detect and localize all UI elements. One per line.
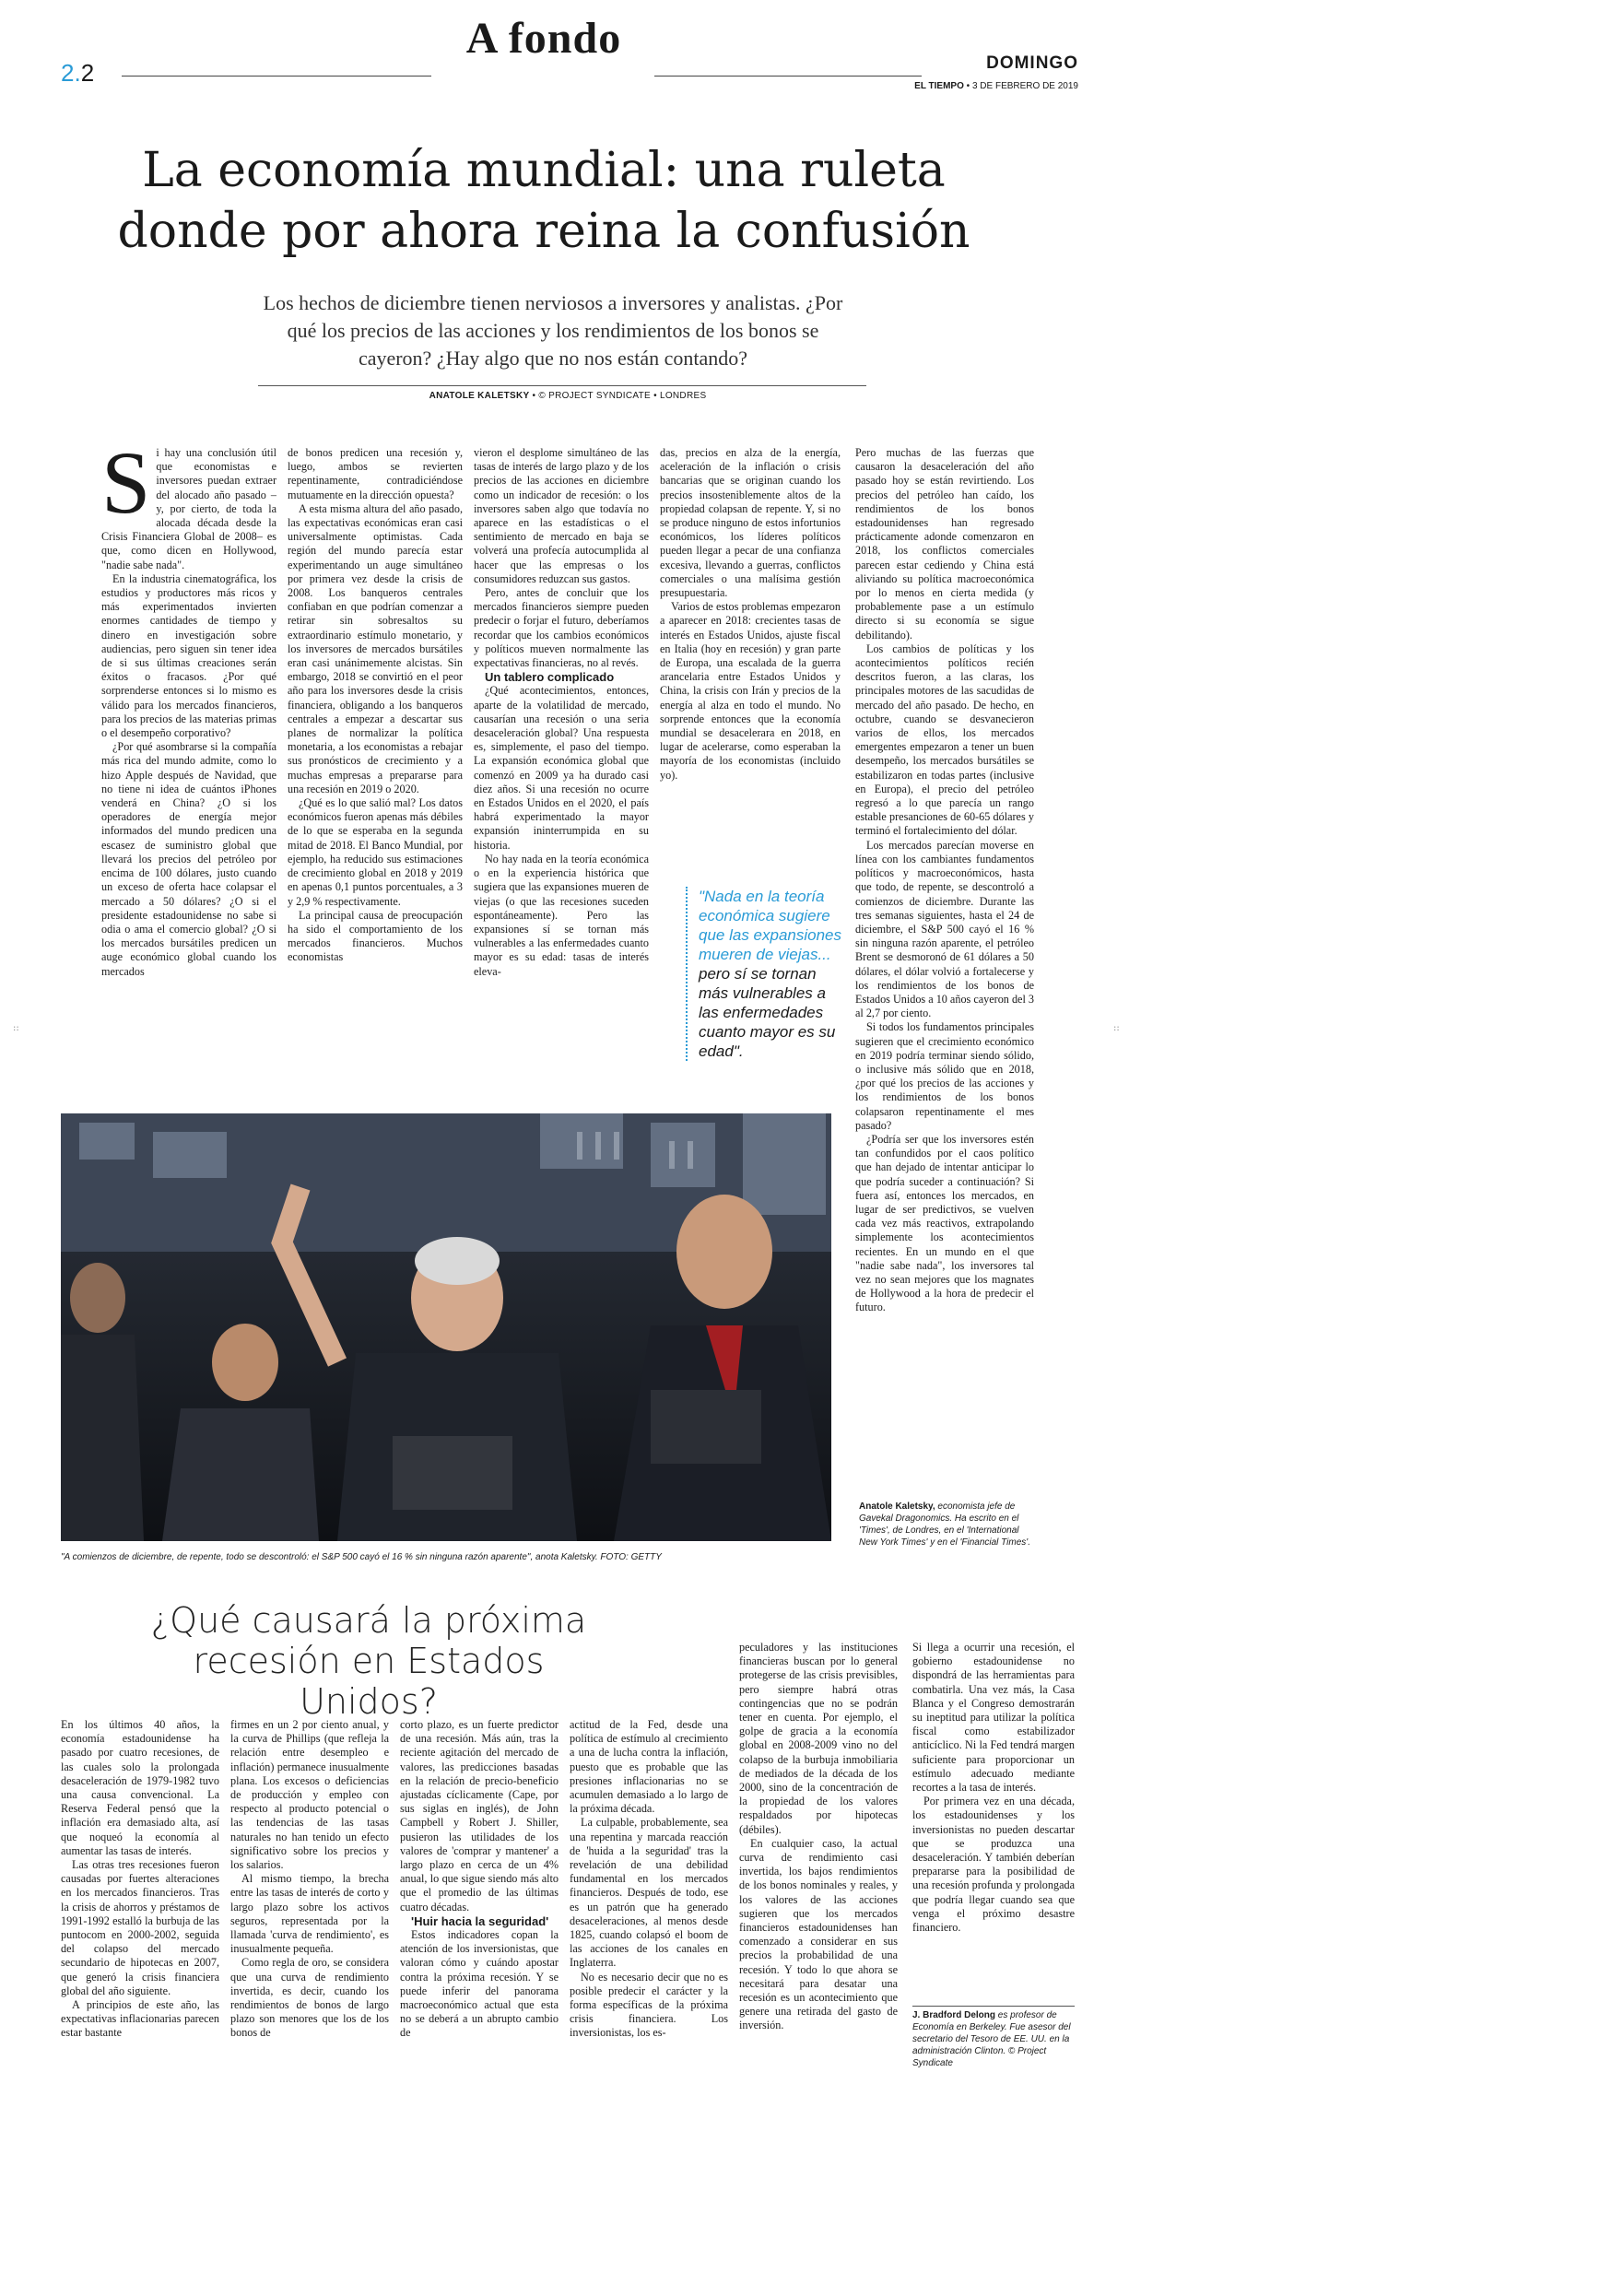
article2-column-4: actitud de la Fed, desde una política de estímulo al crecimiento a una de lucha contra la inflación, puesto que es probable que las presiones inflacionarias no se acumulen demasiado a lo largo de la próxima década. La culpable, probablemente, sea una repentina y marcada reacción de 'huida a la seguridad' tras la revelación de una debilidad fundamental en los mercados financieros. Después de todo, ese es un patrón que ha generado desaceleraciones, al menos desde 1825, cuando colapsó el boom de las acciones de los canales en Inglaterra. No es necesario decir que no es posible predecir el carácter y la forma específicas de la próxima crisis financiera. Los inversionistas, los es- bbox=[570, 1718, 728, 2040]
author-bio: Anatole Kaletsky, economista jefe de Gavekal Dragonomics. Ha escrito en el 'Times', de Londres, en el 'International New York Times' y en el 'Financial Times'. bbox=[859, 1501, 1030, 1548]
page-number: 2.2 bbox=[61, 59, 95, 87]
dateline: EL TIEMPO • 3 DE FEBRERO DE 2019 bbox=[914, 81, 1078, 91]
subhead: Un tablero complicado bbox=[485, 670, 615, 685]
day-label: DOMINGO bbox=[986, 53, 1078, 73]
byline-rule bbox=[258, 385, 866, 386]
article2-column-2: firmes en un 2 por ciento anual, y la curva de Phillips (que refleja la relación entre desempleo e inflación) permanece inusualmente plana. Los excesos o deficiencias de producción y empleo con respecto al producto potencial o las tendencias de las tasas naturales no han tenido un efecto significativo sobre los precios y los salarios. Al mismo tiempo, la brecha entre las tasas de interés de corto y largo plazo sobre los activos seguros, representada por la llamada 'curva de rendimiento', es inusualmente pequeña. Como regla de oro, se considera que una curva de rendimiento invertida, es decir, cuando los rendimientos de bonos de largo plazo son menores que los de los bonos de bbox=[230, 1718, 389, 2040]
article2-column-3: corto plazo, es un fuerte predictor de una recesión. Más aún, tras la reciente agitación del mercado de valores, las predicciones basadas en la relación de precio-beneficio ajustadas cíclicamente (Cape, por sus siglas en inglés), de John Campbell y Robert J. Shiller, pusieron las utilidades de los valores de 'comprar y mantener' a largo plazo en cerca de un 4% anual, lo que sigue siendo más alto que el promedio de las últimas cuatro décadas. 'Huir hacia la seguridad' Estos indicadores copan la atención de los inversionistas, que valoran cómo y cuándo apostar contra la próxima recesión. Y se puede inferir del panorama macroeconómico actual que esta no se deberá a un abrupto cambio de bbox=[400, 1718, 559, 2040]
registration-mark-right: :: bbox=[1113, 1023, 1120, 1033]
drop-cap: S bbox=[101, 446, 151, 532]
byline: ANATOLE KALETSKY • © PROJECT SYNDICATE • LONDRES bbox=[429, 391, 707, 401]
article-column-3: vieron el desplome simultáneo de las tasas de interés de largo plazo y de los precios de las acciones en diciembre como un indicador de recesión: o los inversores saben algo que todavía no aparece en las estadísticas o el sentimiento de mercado en baja se volverá una profecía autocumplida al hacer que las empresas o los consumidores reduzcan sus gastos. Pero, antes de concluir que los mercados financieros siempre pueden predecir o forjar el futuro, deberíamos recordar que los cambios económicos y políticos mueven normalmente las expectativas financieras, no al revés. Un tablero complicado ¿Qué acontecimientos, entonces, aparte de la volatilidad de mercado, causarían una recesión o una seria desaceleración global? Una respuesta es, simplemente, el paso del tiempo. La expansión económica global que comenzó en 2009 ya ha durado casi diez años. Si una recesión no ocurre en Estados Unidos en el 2020, el país habrá experimentado la mayor expansión ininterrumpida en su historia. No hay nada en la teoría económica o en la experiencia histórica que sugiera que las expansiones mueren de viejas (o que las recesiones suceden espontáneamente). Pero las expansiones sí se tornan más vulnerables a las enfermedades cuanto mayor es su edad: tasas de interés eleva- bbox=[474, 446, 649, 978]
bio-rule bbox=[912, 2006, 1075, 2007]
article-column-4: das, precios en alza de la energía, aceleración de la inflación o crisis bancarias que se originan cuando los precios insosteniblemente altos de la propiedad colapsan de repente. Y, si no se produce ninguno de estos infortunios económicos, los líderes políticos pueden llegar a pecar de una confianza excesiva, llevando a guerras, conflictos comerciales o una malísima gestión presupuestaria. Varios de estos problemas empezaron a aparecer en 2018: crecientes tasas de interés en Estados Unidos, ajuste fiscal en Italia (hoy en recesión) y gran parte de Europa, una escalada de la guerra arancelaria entre Estados Unidos y China, la crisis con Irán y precios de la energía al alza en todo el mundo. No sorprende entonces que la economía mundial se desacelerara en 2018, en lugar de acelerarse, como esperaban la mayoría de los economistas (incluido yo). bbox=[660, 446, 841, 782]
author2-bio: J. Bradford Delong es profesor de Economía en Berkeley. Fue asesor del secretario del Tesoro de EE. UU. en la administración Clinton. © Project Syndicate bbox=[912, 2010, 1071, 2068]
header-rule-right bbox=[654, 76, 922, 77]
article-column-2: de bonos predicen una recesión y, luego, ambos se revierten repentinamente, contradiciéndose mutuamente en la dirección opuesta? A esta misma altura del año pasado, las expectativas económicas eran casi universalmente optimistas. Cada región del mundo parecía estar experimentando un auge simultáneo por primera vez desde la crisis de 2008. Los banqueros centrales confiaban en que podrían comenzar a retirar sin sobresaltos su extraordinario estímulo monetario, y los inversores de mercados bursátiles eran casi unánimemente alcistas. Sin embargo, 2018 se convirtió en el peor año para los inversores desde la crisis financiera, obligando a los banqueros centrales a empezar a descartar sus planes de normalizar la política monetaria, a los economistas a rebajar sus pronósticos de crecimiento y a muchas empresas a prepararse para una recesión en 2019 o 2020. ¿Qué es lo que salió mal? Los datos económicos fueron apenas más débiles de lo que se esperaba en la segunda mitad de 2018. El Banco Mundial, por ejemplo, ha reducido sus estimaciones de crecimiento global en 2018 y 2019 en apenas 0,1 puntos porcentuales, a 3 y 2,9 % respectivamente. La principal causa de preocupación ha sido el comportamiento de los mercados financieros. Muchos economistas bbox=[288, 446, 463, 964]
secondary-headline: ¿Qué causará la próxima recesión en Estados Unidos? bbox=[150, 1600, 587, 1722]
pull-quote: "Nada en la teoría económica sugiere que las expansiones mueren de viejas... pero sí se tornan más vulnerables a las enfermedades cuanto mayor es su edad". bbox=[686, 887, 846, 1061]
article2-column-6: Si llega a ocurrir una recesión, el gobierno estadounidense no dispondrá de las herramientas para combatirla. Una vez más, la Casa Blanca y el Congreso demostrarán su ineptitud para utilizar la política fiscal como estabilizador anticíclico. Ni la Fed tendrá margen suficiente para proporcionar un estímulo adecuado mediante recortes a la tasa de interés. Por primera vez en una década, los estadounidenses y los inversionistas no pueden descartar que se produzca una desaceleración. Y también deberían prepararse para la posibilidad de una recesión profunda y prolongada que podría llegar cuando sea que venga el próximo desastre financiero. bbox=[912, 1641, 1075, 1935]
section-title: A fondo bbox=[465, 14, 622, 63]
registration-mark-left: :: bbox=[13, 1023, 19, 1033]
trading-floor-photo bbox=[61, 1113, 831, 1541]
photo-caption: "A comienzos de diciembre, de repente, todo se descontroló: el S&P 500 cayó el 16 % sin ninguna razón aparente", anota Kaletsky. FOTO: GETTY bbox=[61, 1552, 662, 1562]
main-headline: La economía mundial: una ruleta donde por ahora reina la confusión bbox=[117, 143, 970, 259]
article-column-5: Pero muchas de las fuerzas que causaron la desaceleración del año pasado hoy se están revirtiendo. Los precios del petróleo han caído, los rendimientos de los bonos estadounidenses han regresado prácticamente adonde comenzaron en 2018, los conflictos comerciales parecen estar cediendo y China está aliviando su política macroeconómica por lo menos en cierta medida (y probablemente pase a un estímulo directo si su economía se sigue debilitando). Los cambios de políticas y los acontecimientos políticos recién descritos fueron, a las claras, los principales motores de las sacudidas de mercado del año pasado. De hecho, en octubre, cuando se desvanecieron varios de ellos, los mercados emergentes empezaron a tener un buen desempeño, los mercados bursátiles se estabilizaron en todas partes (inclusive en Europa), el precio del petróleo regresó a lo que parecía un rango estable presanciones de 60-65 dólares y terminó el fortalecimiento del dólar. Los mercados parecían moverse en línea con los cambiantes fundamentos políticos y macroeconómicos, hasta que todo, de repente, se descontroló a comienzos de diciembre. Durante las tres semanas siguientes, hasta el 24 de diciembre, el S&P 500 cayó el 16 % sin ninguna razón aparente, el petróleo Brent se desmoronó de 61 dólares a 50 dólares, el dólar volvió a fortalecerse y los rendimientos de los bonos de Estados Unidos a 10 años cayeron del 3 al 2,7 por ciento. Si todos los fundamentos principales sugieren que el crecimiento económico en 2019 podría terminar siendo sólido, o inclusive más sólido que en 2018, ¿por qué los precios de las acciones y los rendimientos de los bonos colapsaron repentinamente el mes pasado? ¿Podría ser que los inversores estén tan confundidos por el caos político que han dejado de intentar anticipar lo que podría suceder a continuación? Si fuera así, entonces los mercados, en lugar de ser predictivos, se vuelven cada vez más reactivos, extrapolando simplemente los acontecimientos recientes. En un mundo en el que "nadie sabe nada", los inversores tal vez no sean mejores que los magnates de Hollywood a la hora de predecir el futuro. bbox=[855, 446, 1034, 1314]
subhead: 'Huir hacia la seguridad' bbox=[411, 1913, 549, 1928]
article2-column-1: En los últimos 40 años, la economía estadounidense ha pasado por cuatro recesiones, de las cuales solo la prolongada desaceleración de 1979-1982 tuvo una causa convencional. La Reserva Federal pensó que la inflación era demasiado alta, así que noqueó la economía al aumentar las tasas de interés. Las otras tres recesiones fueron causadas por fuertes alteraciones en los mercados financieros. Tras la crisis de ahorros y préstamos de 1991-1992 estalló la burbuja de las puntocom en 2000-2002, seguida del colapso del mercado secundario de hipotecas en 2007, que generó la crisis financiera global del año siguiente. A principios de este año, las expectativas inflacionarias parecen estar bastante bbox=[61, 1718, 219, 2040]
article2-column-5: peculadores y las instituciones financieras buscan por lo general protegerse de las crisis previsibles, pero siempre habrá otras contingencias que no se podrán tener en cuenta. Por ejemplo, el golpe de gracia a la economía global en 2008-2009 vino no del colapso de la burbuja inmobiliaria de mediados de la década de los 2000, sino de la concentración de la propiedad de los valores respaldados por hipotecas (débiles). En cualquier caso, la actual curva de rendimiento casi invertida, los bajos rendimientos de los bonos nominales y reales, y los valores de las acciones sugieren que los mercados financieros estadounidenses han comenzado a considerar en sus precios la probabilidad de una recesión. Y todo lo que ahora se necesitará para desatar una recesión es un acontecimiento que genere una retirada del gasto de inversión. bbox=[739, 1641, 898, 2032]
deck: Los hechos de diciembre tienen nerviosos a inversores y analistas. ¿Por qué los precios de las acciones y los rendimientos de los bonos se cayeron? ¿Hay algo que no nos están contando? bbox=[263, 291, 843, 370]
header-rule-left bbox=[122, 76, 431, 77]
article-column-1: S i hay una conclusión útil que economistas e inversores puedan extraer del alocado año pasado –y, por cierto, de toda la alocada década desde la Crisis Financiera Global de 2008– es que, como dicen en Hollywood, "nadie sabe nada". En la industria cinematográfica, los estudios y productores más ricos y más experimentados invierten enormes cantidades de tiempo y dinero en investigación sobre audiencias, pero siguen sin tener idea de si sus últimas creaciones serán éxitos o fracasos. ¿Por qué sorprenderse entonces si lo mismo es válido para los mercados financieros, para los precios de las materias primas o el desempeño corporativo? ¿Por qué asombrarse si la compañía más rica del mundo admite, como lo hizo Apple después de Navidad, que no tiene ni idea de cuántos iPhones venderá en China? ¿O si los operadores de energía mejor informados del mundo predicen una escasez de suministro global que llevará los precios del petróleo por encima de 100 dólares, justo cuando un exceso de oferta hace colapsar el mercado a 50 dólares? ¿O si el presidente estadounidense no sabe si odia o ama el comercio global? ¿O si los mercados bursátiles predicen un auge económico global cuando los mercados bbox=[101, 446, 276, 978]
